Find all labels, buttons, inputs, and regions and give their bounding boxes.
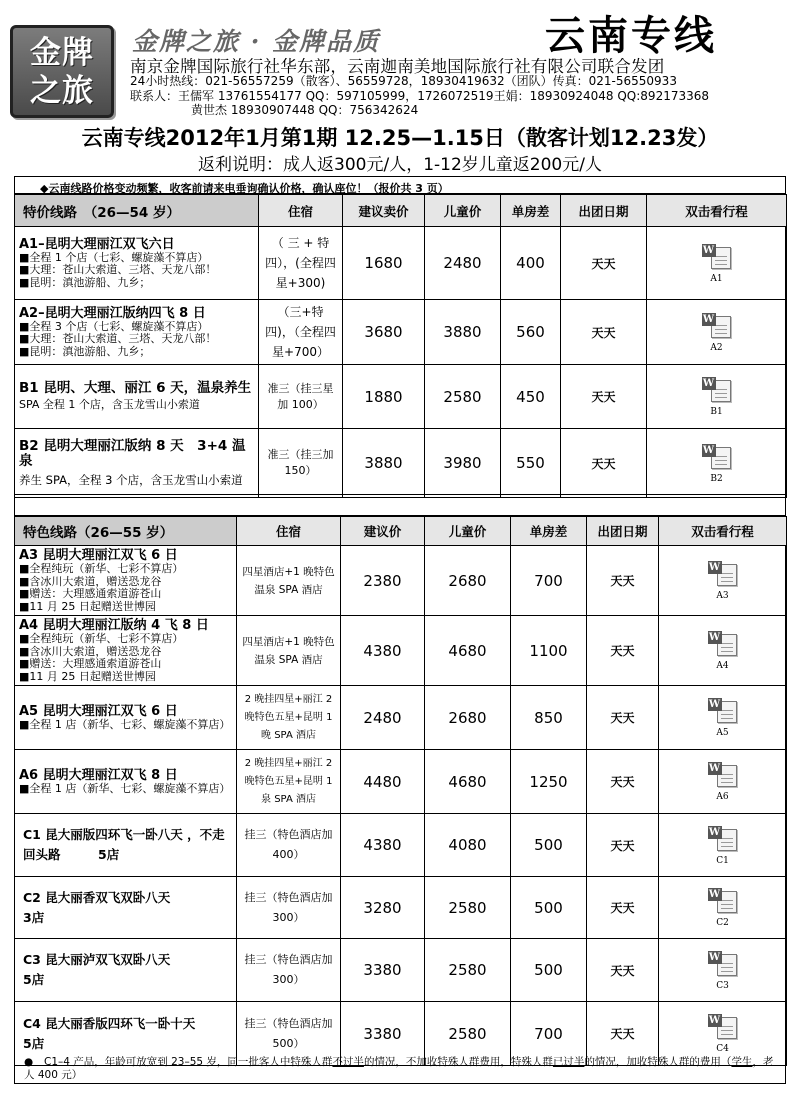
rebate-note: 返利说明：成人返300元/人，1-12岁儿童返200元/人: [198, 155, 602, 175]
table-row: [15, 365, 787, 429]
single-supplement-cell: 500: [511, 814, 587, 877]
table-row: [15, 814, 787, 877]
route-detail: ■赠送：大理感通索道游苍山: [19, 587, 162, 600]
route-detail: ■昆明：滇池游船、九乡；: [19, 275, 151, 289]
slogan: 金牌之旅 · 金牌品质: [132, 27, 381, 56]
col-header-date: 出团日期: [561, 195, 647, 227]
price-cell: 3280: [341, 877, 425, 939]
route-cell: C1 昆大丽版四环飞一卧八天 ，不走回头路 5店: [15, 814, 237, 877]
route-title: B2 昆明大理丽江版纳 8 天 3+4 温泉: [19, 437, 246, 469]
special-price-table: [14, 194, 787, 498]
route-detail: ■大理：苍山大索道、三塔、天龙八部！: [19, 332, 217, 346]
itinerary-doc-link[interactable]: [647, 429, 787, 498]
contact-text-1: 联系人：王儒军 13761554177 QQ：597105999，1726072519王娟：18930924048 QQ:892173368: [130, 88, 710, 103]
doc-label: B2: [710, 473, 723, 484]
word-document-icon[interactable]: W: [708, 561, 738, 587]
word-document-icon[interactable]: W: [708, 888, 738, 914]
price-cell: 4380: [341, 616, 425, 686]
price-cell: 2380: [341, 546, 425, 616]
word-document-icon[interactable]: W: [708, 951, 738, 977]
bullet-icon: ●: [24, 1056, 34, 1068]
stay-cell: 2 晚挂四星+丽江 2 晚特色五星+昆明 1 晚 SPA 酒店: [237, 686, 341, 750]
route-detail: ■全程 3 个店（七彩、螺旋藻不算店）: [19, 319, 209, 333]
route-detail: 养生 SPA，全程 3 个店，含玉龙雪山小索道: [19, 472, 243, 487]
doc-label: B1: [710, 407, 723, 417]
price-cell: 3680: [343, 300, 425, 365]
single-supplement-cell: 700: [511, 546, 587, 616]
hotline-text: 24小时热线：021-56557259（散客）、56559728，18930419632（团队）传真：021-56550933: [130, 74, 677, 88]
route-cell: [15, 300, 259, 365]
doc-label: C2: [716, 918, 729, 928]
itinerary-doc-link[interactable]: [659, 814, 787, 877]
stay-cell: 四星酒店+1 晚特色温泉 SPA 酒店: [237, 616, 341, 686]
word-document-icon[interactable]: W: [708, 631, 738, 657]
route-cell: [15, 546, 237, 616]
contact-text-2: 黄世杰 18930907448 QQ：756342624: [191, 103, 419, 117]
departure-cell: 天天: [587, 616, 659, 686]
route-detail: ■昆明：滇池游船、九乡；: [19, 344, 151, 358]
footnote-text: C1–4 产品，年龄可放宽到 23–55 岁，同一批客人中特殊人群: [44, 1056, 333, 1068]
single-supplement-cell: 450: [501, 365, 561, 429]
word-document-icon[interactable]: W: [702, 313, 732, 339]
footnote-underline: 已过半: [552, 1056, 585, 1068]
word-document-icon[interactable]: W: [708, 826, 738, 852]
doc-label: A3: [716, 591, 729, 601]
word-document-icon[interactable]: W: [702, 244, 732, 270]
child-price-cell: 3880: [425, 300, 501, 365]
departure-cell: 天天: [587, 939, 659, 1002]
doc-label: A4: [716, 661, 729, 671]
single-supplement-cell: 1100: [511, 616, 587, 686]
doc-label: C3: [716, 980, 729, 991]
col-header-itinerary: 双击看行程: [647, 195, 787, 227]
doc-label: A1: [710, 273, 723, 284]
table-row: [15, 546, 787, 616]
child-price-cell: 4680: [425, 616, 511, 686]
col-header-child: 儿童价: [425, 517, 511, 546]
route-title: A2–昆明大理丽江版纳四飞 8 日: [19, 305, 206, 321]
itinerary-doc-link[interactable]: [659, 877, 787, 939]
doc-label: A6: [716, 792, 729, 802]
route-detail: ■含冰川大索道，赠送恐龙谷: [19, 574, 162, 588]
route-detail: ■赠送：大理感通索道游苍山: [19, 657, 162, 670]
itinerary-doc-link[interactable]: [647, 300, 787, 365]
col-header-itinerary: 双击看行程: [659, 517, 787, 546]
child-price-cell: 2580: [425, 1002, 511, 1066]
itinerary-doc-link[interactable]: [647, 227, 787, 300]
category-label: 特价线路 （26—54 岁）: [15, 195, 259, 227]
issue-title: 云南专线2012年1月第1期 12.25—1.15日（散客计划12.23发）: [81, 126, 719, 150]
col-header-child: 儿童价: [425, 195, 501, 227]
route-detail: ■全程纯玩（新华、七彩不算店）: [19, 562, 184, 575]
single-supplement-cell: 850: [511, 686, 587, 750]
stay-cell: 2 晚挂四星+丽江 2 晚特色五星+昆明 1 泉 SPA 酒店: [237, 750, 341, 814]
price-cell: 1880: [343, 365, 425, 429]
stay-cell: （三+特四)，（全程四星+700）: [259, 300, 343, 365]
child-price-cell: 4080: [425, 814, 511, 877]
company-logo: [10, 25, 114, 118]
child-price-cell: 2480: [425, 227, 501, 300]
table-header-row: [15, 517, 787, 546]
route-cell: [15, 365, 259, 429]
table-row: [15, 227, 787, 300]
table-header-row: [15, 195, 787, 227]
stay-cell: 挂三（特色酒店加 500）: [237, 1002, 341, 1066]
departure-cell: 天天: [587, 1002, 659, 1066]
logo-text-top: 金牌: [30, 34, 94, 71]
doc-label: C4: [716, 1044, 729, 1054]
table-row: [15, 877, 787, 939]
feature-routes-table: [14, 516, 787, 1066]
itinerary-doc-link[interactable]: [647, 365, 787, 429]
col-header-single: 单房差: [511, 517, 587, 546]
table-row: [15, 429, 787, 498]
section-special-price: [14, 194, 786, 495]
footnote-text: 的情况，不加收特殊人群费用，特殊人群: [363, 1056, 553, 1068]
itinerary-doc-link[interactable]: [659, 750, 787, 814]
departure-cell: 天天: [587, 814, 659, 877]
single-supplement-cell: 1250: [511, 750, 587, 814]
itinerary-doc-link[interactable]: [659, 616, 787, 686]
price-cell: 1680: [343, 227, 425, 300]
table-row: [15, 300, 787, 365]
footnote-text: ，老人 400 元）: [24, 1056, 774, 1081]
route-title: A1–昆明大理丽江双飞六日: [19, 236, 175, 252]
doc-label: A2: [710, 342, 723, 353]
word-document-icon[interactable]: W: [708, 698, 738, 724]
doc-label: C1: [716, 855, 729, 866]
route-title: A3 昆明大理丽江双飞 6 日: [19, 548, 178, 563]
route-cell: [15, 227, 259, 300]
contact-block: [130, 74, 709, 118]
single-supplement-cell: 560: [501, 300, 561, 365]
single-supplement-cell: 700: [511, 1002, 587, 1066]
route-detail: ■11 月 25 日起赠送世博园: [19, 669, 156, 683]
single-supplement-cell: 400: [501, 227, 561, 300]
table-row: [15, 616, 787, 686]
child-price-cell: 3980: [425, 429, 501, 498]
price-cell: 3380: [341, 939, 425, 1002]
departure-cell: 天天: [561, 429, 647, 498]
route-detail: SPA 全程 1 个店，含玉龙雪山小索道: [19, 398, 200, 412]
table-row: [15, 750, 787, 814]
organizer-line: 南京金牌国际旅行社华东部，云南迦南美地国际旅行社有限公司联合发团: [130, 57, 665, 76]
route-title: B1 昆明、大理、丽江 6 天，温泉养生: [19, 380, 252, 397]
price-cell: 4380: [341, 814, 425, 877]
stay-cell: 准三（挂三星加 100）: [259, 365, 343, 429]
section-feature-routes: [14, 516, 786, 1054]
route-cell: [15, 686, 237, 750]
route-detail: ■全程 1 店（新华、七彩、螺旋藻不算店）: [19, 717, 231, 731]
route-title: A6 昆明大理丽江双飞 8 日: [19, 767, 178, 783]
footnote-underline: 学生: [731, 1056, 753, 1068]
route-detail: ■全程 1 个店（七彩、螺旋藻不算店）: [19, 250, 209, 264]
route-cell: C3 昆大丽泸双飞双卧八天 5店: [15, 939, 237, 1002]
departure-cell: 天天: [561, 300, 647, 365]
child-price-cell: 2680: [425, 686, 511, 750]
departure-cell: 天天: [587, 750, 659, 814]
footnote-underline: 不过半: [332, 1056, 364, 1068]
single-supplement-cell: 500: [511, 877, 587, 939]
page-title: 云南专线: [545, 13, 717, 59]
departure-cell: 天天: [561, 227, 647, 300]
route-title: A5 昆明大理丽江双飞 6 日: [19, 703, 178, 719]
stay-cell: 挂三（特色酒店加 300）: [237, 877, 341, 939]
single-supplement-cell: 500: [511, 939, 587, 1002]
table-row: [15, 686, 787, 750]
word-document-icon[interactable]: W: [708, 1014, 738, 1040]
child-price-cell: 4680: [425, 750, 511, 814]
col-header-stay: 住宿: [237, 517, 341, 546]
price-cell: 4480: [341, 750, 425, 814]
word-document-icon[interactable]: W: [702, 444, 732, 470]
child-price-cell: 2580: [425, 939, 511, 1002]
stay-cell: 挂三（特色酒店加 300）: [237, 939, 341, 1002]
route-cell: C2 昆大丽香双飞双卧八天 3店: [15, 877, 237, 939]
price-cell: 3380: [341, 1002, 425, 1066]
doc-label: A5: [716, 728, 729, 738]
word-document-icon[interactable]: W: [708, 762, 738, 788]
itinerary-doc-link[interactable]: [659, 546, 787, 616]
col-header-stay: 住宿: [259, 195, 343, 227]
price-cell: 3880: [343, 429, 425, 498]
itinerary-doc-link[interactable]: [659, 939, 787, 1002]
stay-cell: （ 三 + 特四），(全程四星+300): [259, 227, 343, 300]
route-detail: ■含冰川大索道，赠送恐龙谷: [19, 644, 162, 658]
word-document-icon[interactable]: W: [702, 377, 732, 403]
departure-cell: 天天: [587, 686, 659, 750]
stay-cell: 四星酒店+1 晚特色温泉 SPA 酒店: [237, 546, 341, 616]
price-notice: ◆云南线路价格变动频繁，收客前请来电垂询确认价格，确认座位！（报价共 3 页）: [40, 182, 449, 195]
price-cell: 2480: [341, 686, 425, 750]
logo-text-bottom: 之旅: [30, 72, 94, 109]
stay-cell: 挂三（特色酒店加 400）: [237, 814, 341, 877]
table-row: [15, 939, 787, 1002]
col-header-single: 单房差: [501, 195, 561, 227]
child-price-cell: 2680: [425, 546, 511, 616]
section-gap: [14, 494, 786, 516]
stay-cell: 准三（挂三加150）: [259, 429, 343, 498]
footnote: [24, 1056, 780, 1082]
route-detail: ■全程 1 店（新华、七彩、螺旋藻不算店）: [19, 781, 231, 795]
route-cell: C4 昆大丽香版四环飞一卧十天 5店: [15, 1002, 237, 1066]
departure-cell: 天天: [587, 877, 659, 939]
col-header-price: 建议价: [341, 517, 425, 546]
col-header-date: 出团日期: [587, 517, 659, 546]
route-cell: [15, 429, 259, 498]
col-header-price: 建议卖价: [343, 195, 425, 227]
departure-cell: 天天: [587, 546, 659, 616]
footnote-text: 的情况，加收特殊人群的费用（: [584, 1056, 732, 1068]
route-detail: ■大理：苍山大索道、三塔、天龙八部！: [19, 263, 217, 277]
departure-cell: 天天: [561, 365, 647, 429]
child-price-cell: 2580: [425, 365, 501, 429]
route-cell: [15, 750, 237, 814]
single-supplement-cell: 550: [501, 429, 561, 498]
child-price-cell: 2580: [425, 877, 511, 939]
route-cell: [15, 616, 237, 686]
route-detail: ■11 月 25 日起赠送世博园: [19, 599, 156, 613]
route-title: A4 昆明大理丽江版纳 4 飞 8 日: [19, 618, 209, 633]
itinerary-doc-link[interactable]: [659, 686, 787, 750]
route-detail: ■全程纯玩（新华、七彩不算店）: [19, 632, 184, 645]
category-label: 特色线路（26—55 岁）: [15, 517, 237, 546]
